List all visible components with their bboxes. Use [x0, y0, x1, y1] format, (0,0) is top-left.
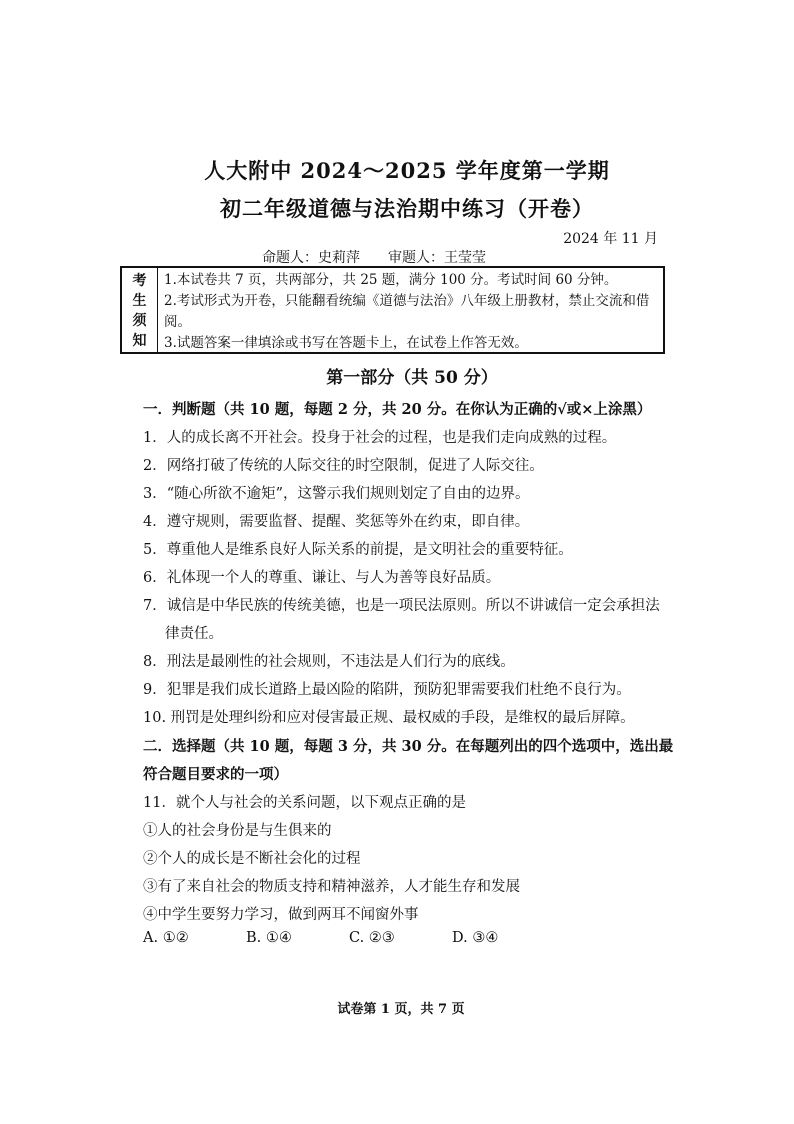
judgment-item: 9．犯罪是我们成长道路上最凶险的陷阱，预防犯罪需要我们杜绝不良行为。 [143, 682, 631, 698]
notice-label-char: 知 [132, 333, 147, 349]
notice-label [122, 268, 158, 352]
judgment-item: 2．网络打破了传统的人际交往的时空限制，促进了人际交往。 [143, 458, 544, 474]
section1-heading: 一．判断题（共 10 题，每题 2 分，共 20 分。在你认为正确的√或×上涂黑） [143, 401, 652, 418]
exam-title-line2: 初二年级道德与法治期中练习（开卷） [220, 196, 594, 221]
notice-item: 2.考试形式为开卷，只能翻看统编《道德与法治》八年级上册教材，禁止交流和借阅。 [164, 293, 650, 330]
option-a: A. ①② [143, 930, 189, 946]
option-c: C. ②③ [349, 930, 395, 946]
notice-label-char: 考 [132, 273, 147, 289]
reviewer: 审题人：王莹莹 [388, 250, 486, 266]
judgment-item: 1．人的成长离不开社会。投身于社会的过程，也是我们走向成熟的过程。 [143, 430, 617, 446]
judgment-item: 4．遵守规则，需要监督、提醒、奖惩等外在约束，即自律。 [143, 514, 530, 530]
author-line [262, 247, 486, 267]
author: 命题人：史莉萍 [262, 250, 360, 266]
answer-options [143, 930, 555, 946]
notice-items [164, 270, 657, 354]
judgment-item: 5．尊重他人是维系良好人际关系的前提，是文明社会的重要特征。 [143, 542, 573, 558]
question-stem: 11．就个人与社会的关系问题，以下观点正确的是 [143, 795, 466, 811]
notice-label-char: 生 [132, 293, 147, 309]
option-d: D. ③④ [452, 930, 499, 946]
question-statement: ③有了来自社会的物质支持和精神滋养，人才能生存和发展 [143, 879, 520, 895]
judgment-item: 3．“随心所欲不逾矩”，这警示我们规则划定了自由的边界。 [143, 486, 530, 502]
exam-date: 2024 年 11 月 [563, 231, 658, 247]
part1-title: 第一部分（共 50 分） [326, 368, 498, 388]
notice-item: 3.试题答案一律填涂或书写在答题卡上，在试卷上作答无效。 [164, 335, 528, 351]
section2-heading-cont: 符合题目要求的一项） [143, 766, 288, 783]
judgment-item: 8．刑法是最刚性的社会规则，不违法是人们行为的底线。 [143, 654, 515, 670]
page-footer: 试卷第 1 页，共 7 页 [337, 1002, 465, 1017]
judgment-item: 10. 刑罚是处理纠纷和应对侵害最正规、最权威的手段，是维权的最后屏障。 [143, 710, 635, 726]
exam-title-line1: 人大附中 2024～2025 学年度第一学期 [204, 158, 610, 183]
candidate-notice-box [120, 266, 665, 354]
notice-label-char: 须 [132, 313, 147, 329]
section2-heading: 二．选择题（共 10 题，每题 3 分，共 30 分。在每题列出的四个选项中，选出最 [143, 738, 674, 755]
judgment-item-continuation: 律责任。 [165, 626, 223, 642]
question-statement: ①人的社会身份是与生俱来的 [143, 823, 332, 839]
option-b: B. ①④ [246, 930, 292, 946]
question-statement: ④中学生要努力学习，做到两耳不闻窗外事 [143, 907, 419, 923]
judgment-item: 7．诚信是中华民族的传统美德，也是一项民法原则。所以不讲诚信一定会承担法 [143, 598, 660, 614]
notice-item: 1.本试卷共 7 页，共两部分，共 25 题，满分 100 分。考试时间 60 分钟。 [164, 272, 618, 288]
question-statement: ②个人的成长是不断社会化的过程 [143, 851, 361, 867]
judgment-item: 6．礼体现一个人的尊重、谦让、与人为善等良好品质。 [143, 570, 501, 586]
